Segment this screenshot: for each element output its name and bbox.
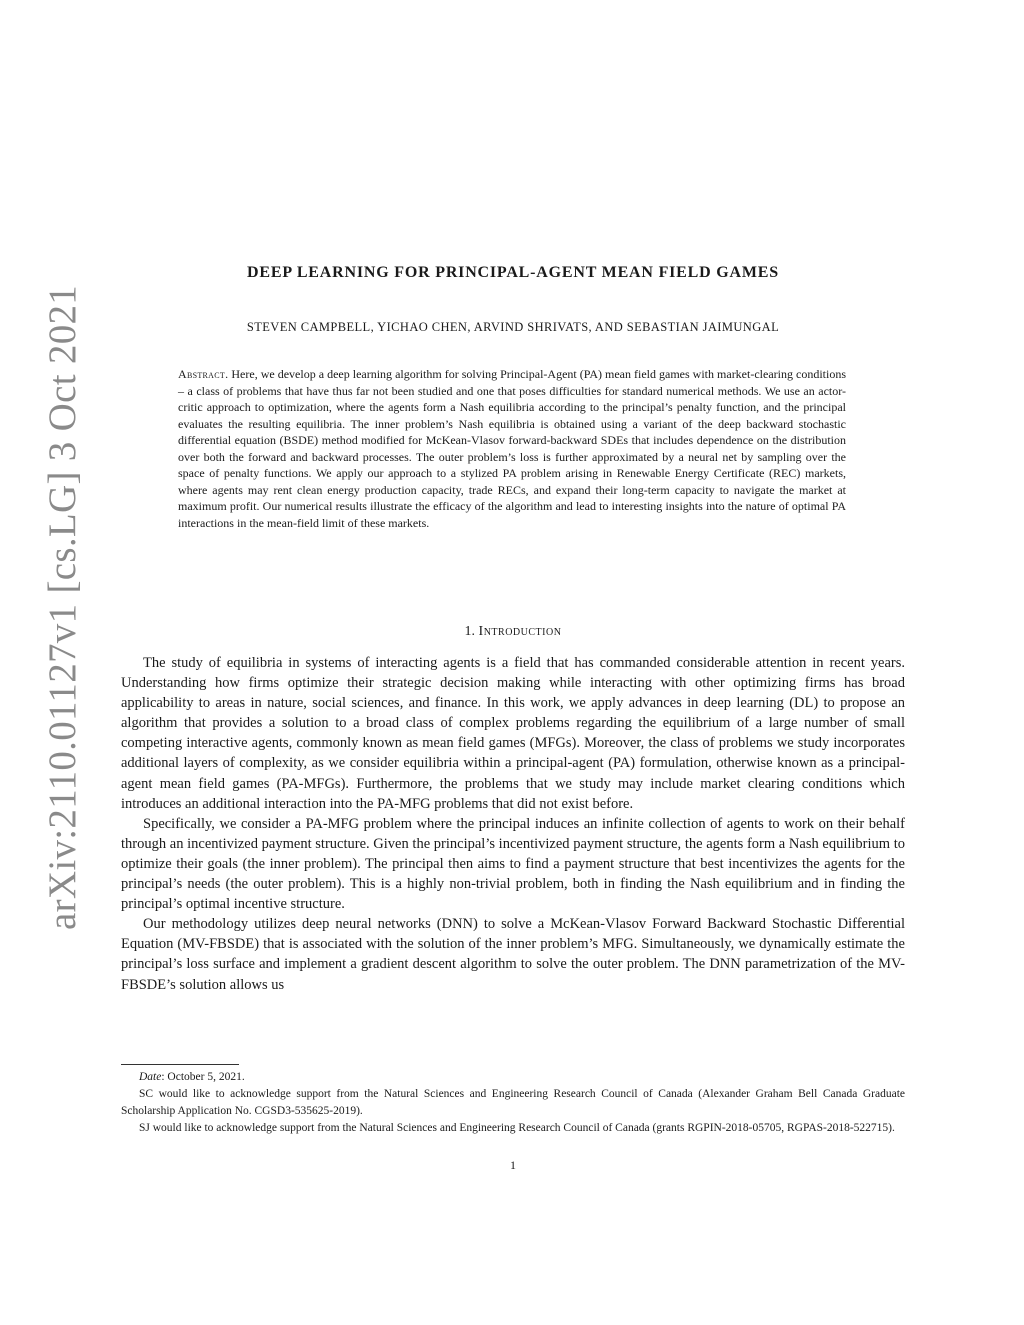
paper-title: DEEP LEARNING FOR PRINCIPAL-AGENT MEAN FIELD GAMES xyxy=(247,264,779,281)
footnote-sc-acknowledgement: SC would like to acknowledge support from the Natural Sciences and Engineering Research Council of Canada (Alexander Graham Bell Canada Graduate Scholarship Application No. CGSD3-535625-2019). xyxy=(121,1088,905,1117)
section-number: 1. xyxy=(464,624,476,639)
section-title: Introduction xyxy=(478,624,562,639)
abstract-text: Here, we develop a deep learning algorithm for solving Principal-Agent (PA) mean field games with market-clearing conditions – a class of problems that have thus far not been studied and one that poses difficulties for standard numerical methods. We use an actor-critic approach to optimization, where the agents form a Nash equilibria according to the principal’s penalty function, and the principal evaluates the resulting equilibria. The inner problem’s Nash equilibria is obtained using a variant of the deep backward stochastic differential equation (BSDE) method modified for McKean-Vlasov forward-backward SDEs that includes dependence on the distribution over both the forward and backward processes. The outer problem’s loss is further approximated by a neural net by sampling over the space of penalty functions. We apply our approach to a stylized PA problem arising in Renewable Energy Certificate (REC) markets, where agents may rent clean energy production capacity, trade RECs, and expand their long-term capacity to navigate the market at maximum profit. Our numerical results illustrate the efficacy of the algorithm and lead to interesting insights into the nature of optimal PA interactions in the mean-field limit of these markets. xyxy=(178,367,846,530)
paragraph: Our methodology utilizes deep neural networks (DNN) to solve a McKean-Vlasov Forward Backward Stochastic Differential Equation (MV-FBSDE) that is associated with the solution of the inner problem’s MFG. Simultaneously, we dynamically estimate the principal’s loss surface and implement a gradient descent algorithm to solve the outer problem. The DNN parametrization of the MV-FBSDE’s solution allows us xyxy=(121,916,905,993)
abstract-label: Abstract. xyxy=(178,367,229,381)
footnote-date-value: : October 5, 2021. xyxy=(161,1071,245,1083)
section-heading-introduction xyxy=(121,624,905,640)
paper-page xyxy=(121,0,905,1325)
introduction-body xyxy=(121,653,905,995)
footnote-date xyxy=(121,1069,905,1086)
page-number: 1 xyxy=(510,1158,516,1172)
footnote-date-label: Date xyxy=(139,1071,162,1083)
footnotes xyxy=(121,1069,905,1137)
author-list: STEVEN CAMPBELL, YICHAO CHEN, ARVIND SHRIVATS, AND SEBASTIAN JAIMUNGAL xyxy=(246,320,780,334)
footnote-divider xyxy=(121,1064,239,1065)
abstract xyxy=(178,366,846,531)
arxiv-identifier-stamp: arXiv:2110.01127v1 [cs.LG] 3 Oct 2021 xyxy=(41,284,84,930)
paragraph: The study of equilibria in systems of interacting agents is a field that has commanded considerable attention in recent years. Understanding how firms optimize their strategic decision making while interacting with other optimizing firms has broad applicability to areas in nature, social sciences, and finance. In this work, we apply advances in deep learning (DL) to propose an algorithm that provides a solution to a broad class of complex problems regarding the equilibrium of a large number of small competing interactive agents, commonly known as mean field games (MFGs). Moreover, the class of problems we study incorporates additional layers of complexity, as we consider equilibria within a principal-agent (PA) formulation, otherwise known as a principal-agent mean field games (PA-MFGs). Furthermore, the problems that we study may include market clearing conditions which introduces an additional interaction into the PA-MFG problems that did not exist before. xyxy=(121,655,905,812)
footnote-sj-acknowledgement: SJ would like to acknowledge support from the Natural Sciences and Engineering Research Council of Canada (grants RGPIN-2018-05705, RGPAS-2018-522715). xyxy=(139,1122,895,1134)
paragraph: Specifically, we consider a PA-MFG problem where the principal induces an infinite collection of agents to work on their behalf through an incentivized payment structure. Given the principal’s incentivized payment structure, the agents form a Nash equilibrium to optimize their goals (the inner problem). The principal then aims to find a payment structure that best incentivizes the agents for the principal’s needs (the outer problem). This is a highly non-trivial problem, both in finding the Nash equilibrium and in finding the principal’s optimal incentive structure. xyxy=(121,815,905,913)
